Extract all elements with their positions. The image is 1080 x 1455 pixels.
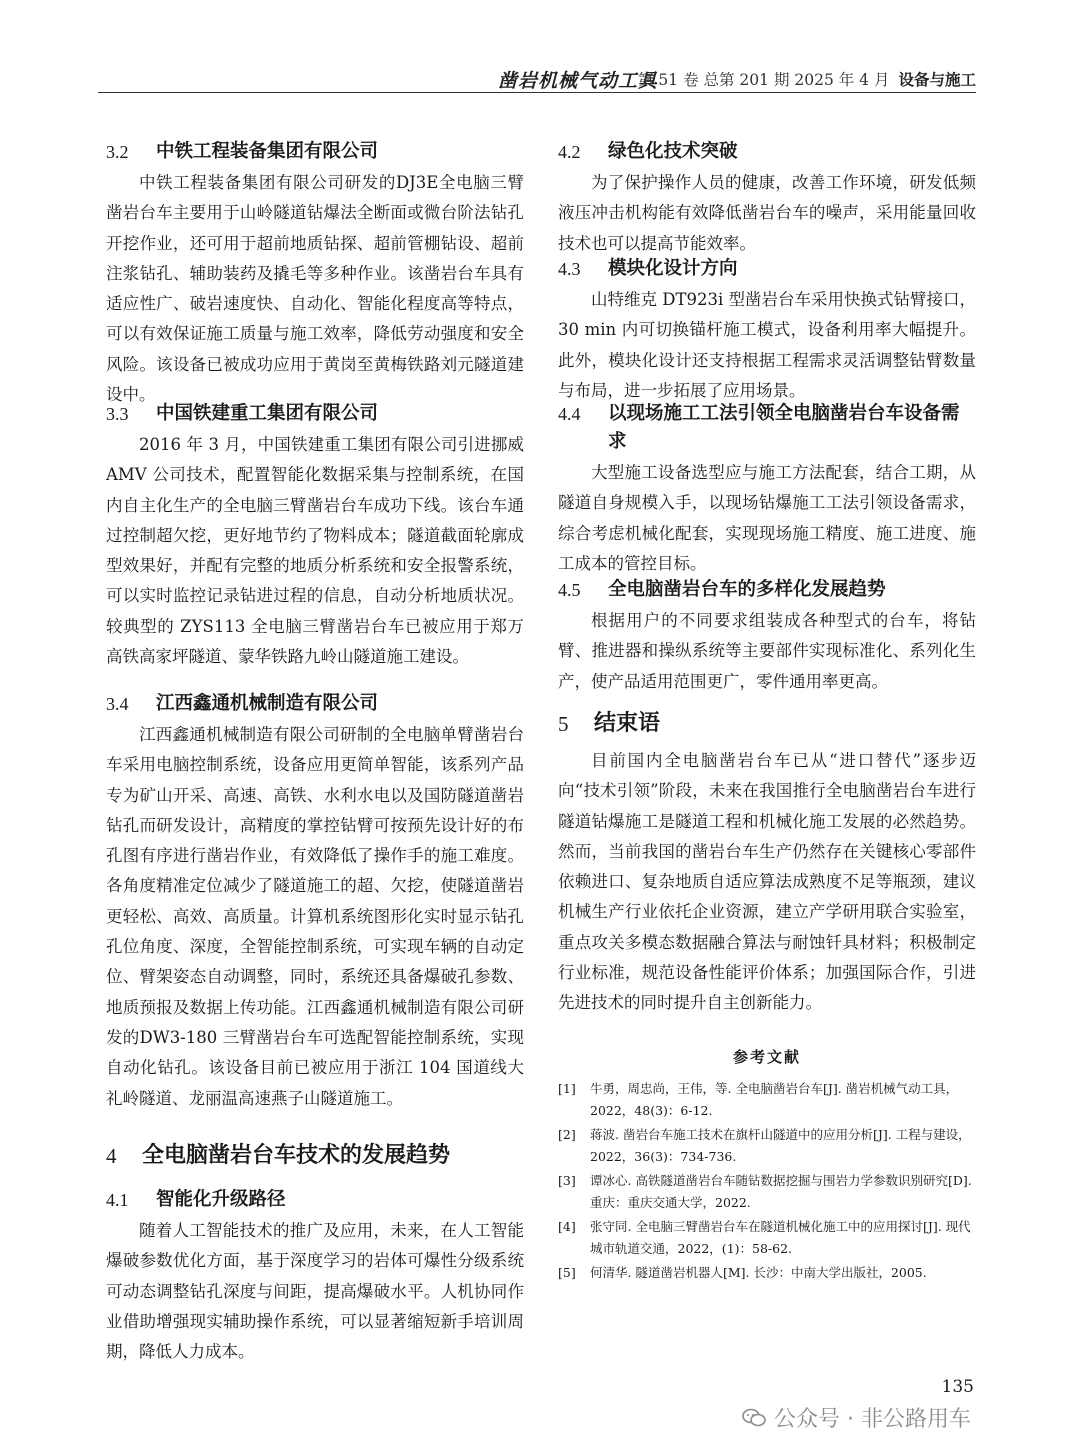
section-4	[106, 1140, 524, 1172]
section-4-4	[558, 400, 976, 579]
section-paragraph: 大型施工设备选型应与施工方法配套，结合工期，从隧道自身规模入手，以现场钻爆施工工法引领设备需求，综合考虑机械化配套，实现现场施工精度、施工进度、施工成本的管控目标。	[558, 463, 976, 573]
section-heading: 4.1 智能化升级路径	[106, 1189, 286, 1210]
section-3-4	[106, 690, 524, 1114]
reference-item: [5] 何清华. 隧道凿岩机器人[M]. 长沙：中南大学出版社，2005.	[558, 1265, 927, 1280]
section-paragraph: 目前国内全电脑凿岩台车已从“进口替代”逐步迈向“技术引领”阶段，未来在我国推行全电脑凿岩台车进行隧道钻爆施工是隧道工程和机械化施工发展的必然趋势。然而，当前我国的凿岩台车生产仍然存在关键核心零部件依赖进口、复杂地质自适应算法成熟度不足等瓶颈，建议机械生产行业依托企业资源，建立产学研用联合实验室，重点攻关多模态数据融合算法与耐蚀钎具材料；积极制定行业标准，规范设备性能评价体系；加强国际合作，引进先进技术的同时提升自主创新能力。	[558, 751, 976, 1013]
section-heading: 3.4 江西鑫通机械制造有限公司	[106, 693, 379, 714]
page-number: 135	[941, 1377, 974, 1397]
section-heading: 4.3 模块化设计方向	[558, 258, 738, 279]
running-header	[98, 62, 976, 93]
section-4-1	[106, 1186, 524, 1367]
section-heading: 4.5 全电脑凿岩台车的多样化发展趋势	[558, 579, 886, 600]
section-paragraph: 中铁工程装备集团有限公司研发的DJ3E全电脑三臂凿岩台车主要用于山岭隧道钻爆法全断面或微台阶法钻孔开挖作业，还可用于超前地质钻探、超前管棚钻设、超前注浆钻孔、辅助装药及撬毛等多种作业。该凿岩台车具有适应性广、破岩速度快、自动化、智能化程度高等特点，可以有效保证施工质量与施工效率，降低劳动强度和安全风险。该设备已被成功应用于黄岗至黄梅铁路刘元隧道建设中。	[106, 173, 524, 405]
section-5	[558, 708, 976, 1019]
section-4-3	[558, 255, 976, 406]
section-paragraph: 江西鑫通机械制造有限公司研制的全电脑单臂凿岩台车采用电脑控制系统，设备应用更简单智能，该系列产品专为矿山开采、高速、高铁、水利水电以及国防隧道凿岩钻孔而研发设计，高精度的掌控钻臂可按预先设计好的布孔图有序进行凿岩作业，有效降低了操作手的施工难度。各角度精准定位减少了隧道施工的超、欠挖，使隧道凿岩更轻松、高效、高质量。计算机系统图形化实时显示钻孔孔位角度、深度，全智能控制系统，可实现车辆的自动定位、臂架姿态自动调整，同时，系统还具备爆破孔参数、地质预报及数据上传功能。江西鑫通机械制造有限公司研发的DW3-180 三臂凿岩台车可选配智能控制系统，实现自动化钻孔。该设备目前已被应用于浙江 104 国道线大礼岭隧道、龙丽温高速燕子山隧道施工。	[106, 725, 524, 1108]
section-4-2	[558, 138, 976, 259]
journal-title: 凿岩机械气动工具	[498, 70, 659, 92]
section-paragraph: 为了保护操作人员的健康，改善工作环境，研发低频液压冲击机构能有效降低凿岩台车的噪声，采用能量回收技术也可以提高节能效率。	[558, 173, 976, 253]
section-3-2	[106, 138, 524, 410]
section-paragraph: 2016 年 3 月，中国铁建重工集团有限公司引进挪威 AMV 公司技术，配置智能化数据采集与控制系统，在国内自主化生产的全电脑三臂凿岩台车成功下线。该台车通过控制超欠挖，更好地节约了物料成本；隧道截面轮廓成型效果好，并配有完整的地质分析系统和安全报警系统，可以实时监控记录钻进过程的信息，自动分析地质状况。较典型的 ZYS113 全电脑三臂凿岩台车已被应用于郑万高铁高家坪隧道、蒙华铁路九岭山隧道施工建设。	[106, 435, 524, 667]
references-title: 参考文献	[732, 1048, 801, 1066]
chapter-heading: 4 全电脑凿岩台车技术的发展趋势	[106, 1143, 451, 1168]
section-paragraph: 根据用户的不同要求组装成各种型式的台车，将钻臂、推进器和操纵系统等主要部件实现标准化、系列化生产，使产品适用范围更广，零件通用率更高。	[558, 611, 976, 691]
section-heading: 3.3 中国铁建重工集团有限公司	[106, 403, 379, 424]
chapter-heading: 5 结束语	[558, 711, 661, 736]
section-paragraph: 随着人工智能技术的推广及应用，未来，在人工智能爆破参数优化方面，基于深度学习的岩体可爆性分级系统可动态调整钻孔深度与间距，提高爆破水平。人机协同作业借助增强现实辅助操作系统，可以显著缩短新手培训周期，降低人力成本。	[106, 1221, 524, 1362]
section-name: 设备与施工	[898, 70, 976, 89]
section-3-3	[106, 400, 524, 672]
section-heading: 3.2 中铁工程装备集团有限公司	[106, 141, 379, 162]
section-4-5	[558, 576, 976, 697]
reference-item: [3] 谭冰心. 高铁隧道凿岩台车随钻数据挖掘与围岩力学参数识别研究[D]. 重庆：重庆交通大学，2022.	[558, 1173, 972, 1210]
section-paragraph: 山特维克 DT923i 型凿岩台车采用快换式钻臂接口，30 min 内可切换锚杆施工模式，设备利用率大幅提升。此外，模块化设计还支持根据工程需求灵活调整钻臂数量与布局，进一步拓展了应用场景。	[558, 290, 976, 400]
wechat-icon	[742, 1408, 766, 1428]
references-list	[558, 1078, 976, 1286]
watermark	[742, 1402, 971, 1433]
reference-item: [4] 张守同. 全电脑三臂凿岩台车在隧道机械化施工中的应用探讨[J]. 现代城市轨道交通，2022，(1)：58-62.	[558, 1219, 971, 1256]
watermark-text: 公众号 · 非公路用车	[774, 1407, 971, 1432]
section-heading: 4.2 绿色化技术突破	[558, 141, 738, 162]
issue-info: 第 51 卷 总第 201 期 2025 年 4 月	[638, 71, 890, 89]
section-heading: 4.4 以现场施工工法引领全电脑凿岩台车设备需求	[558, 403, 960, 452]
reference-item: [2] 蒋波. 凿岩台车施工技术在旗杆山隧道中的应用分析[J]. 工程与建设，2022，36(3)：734-736.	[558, 1127, 971, 1164]
reference-item: [1] 牛勇，周忠尚，王伟，等. 全电脑凿岩台车[J]. 凿岩机械气动工具，2022，48(3)：6-12.	[558, 1081, 959, 1118]
